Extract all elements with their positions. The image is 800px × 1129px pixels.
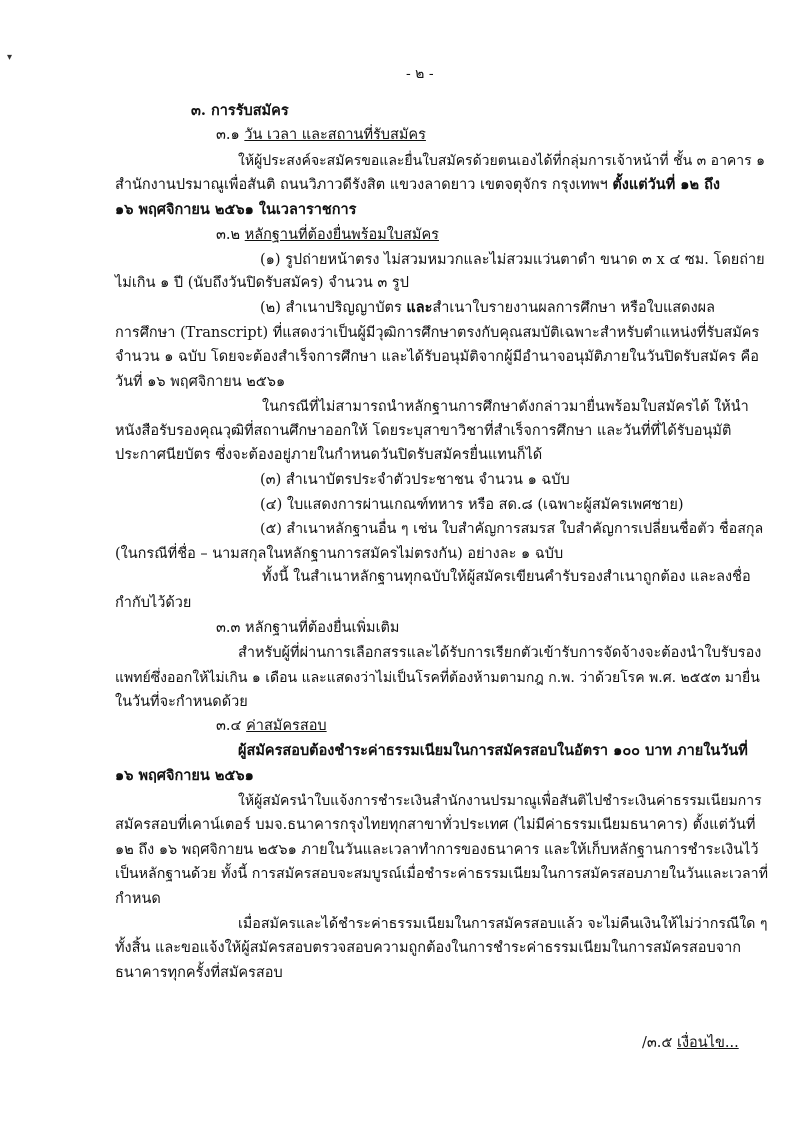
section-3-1-title: วัน เวลา และสถานที่รับสมัคร bbox=[244, 127, 426, 143]
section-3-3-line-2: แพทย์ซึ่งออกให้ไม่เกิน ๑ เดือน และแสดงว่าไม่เป็นโรคที่ต้องห้ามตามกฎ ก.พ. ว่าด้วยโรค พ.ศ. ๒๕๕๓ มายื่น bbox=[115, 670, 760, 686]
section-3-1-line-2 bbox=[115, 175, 720, 195]
section-3-1-number: ๓.๑ bbox=[216, 127, 245, 143]
section-3-1-date-start: ตั้งแต่วันที่ ๑๒ ถึง bbox=[612, 176, 720, 193]
fee-notice-line-2: ๑๖ พฤศจิกายน ๒๕๖๑ bbox=[115, 767, 254, 784]
item-2-line-3: จำนวน ๑ ฉบับ โดยจะต้องสำเร็จการศึกษา และได้รับอนุมัติจากผู้มีอำนาจอนุมัติภายในวันปิดรับสมัคร คือ bbox=[115, 349, 759, 365]
section-3-2-title: หลักฐานที่ต้องยื่นพร้อมใบสมัคร bbox=[244, 227, 439, 243]
item-2-line-2: การศึกษา (Transcript) ที่แสดงว่าเป็นผู้มีวุฒิการศึกษาตรงกับคุณสมบัติเฉพาะสำหรับตำแหน่งที่รับสมัคร bbox=[115, 325, 760, 341]
item-4: (๔) ใบแสดงการผ่านเกณฑ์ทหาร หรือ สด.๘ (เฉพาะผู้สมัครเพศชาย) bbox=[260, 497, 684, 513]
item-2-text-a: (๒) สำเนาปริญญาบัตร bbox=[260, 300, 407, 316]
certify-note-line-2: กำกับไว้ด้วย bbox=[115, 595, 192, 611]
section-3-1-line-1: ให้ผู้ประสงค์จะสมัครขอและยื่นใบสมัครด้วยตนเองได้ที่กลุ่มการเจ้าหน้าที่ ชั้น ๓ อาคาร ๑ bbox=[238, 153, 766, 169]
item-1-line-1: (๑) รูปถ่ายหน้าตรง ไม่สวมหมวกและไม่สวมแว่นตาดำ ขนาด ๓ x ๔ ซม. โดยถ่าย bbox=[260, 252, 765, 268]
section-3-title: ๓. การรับสมัคร bbox=[191, 102, 289, 119]
section-3-1-line-3: ๑๖ พฤศจิกายน ๒๕๖๑ ในเวลาราชการ bbox=[115, 201, 357, 218]
transcript-note-line-2: หนังสือรับรองคุณวุฒิที่สถานศึกษาออกให้ โดยระบุสาขาวิชาที่สำเร็จการศึกษา และวันที่ที่ได้รับอนุมัติ bbox=[115, 423, 732, 439]
item-3: (๓) สำเนาบัตรประจำตัวประชาชน จำนวน ๑ ฉบับ bbox=[260, 472, 570, 488]
payment-line-3: ๑๒ ถึง ๑๖ พฤศจิกายน ๒๕๖๑ ภายในวันและเวลาทำการของธนาคาร และให้เก็บหลักฐานการชำระเงินไว้ bbox=[115, 842, 759, 858]
section-3-1-heading bbox=[216, 125, 426, 145]
fee-notice-line-1: ผู้สมัครสอบต้องชำระค่าธรรมเนียมในการสมัครสอบในอัตรา ๑๐๐ บาท ภายในวันที่ bbox=[238, 742, 748, 759]
section-3-4-title: ค่าสมัครสอบ bbox=[246, 718, 327, 734]
item-2-text-b: สำเนาใบรายงานผลการศึกษา หรือใบแสดงผล bbox=[432, 300, 716, 316]
section-3-2-heading bbox=[216, 225, 439, 245]
transcript-note-line-3: ประกาศนียบัตร ซึ่งจะต้องอยู่ภายในกำหนดวันปิดรับสมัครยื่นแทนก็ได้ bbox=[115, 447, 543, 463]
refund-line-3: ธนาคารทุกครั้งที่สมัครสอบ bbox=[115, 965, 283, 981]
transcript-note-line-1: ในกรณีที่ไม่สามารถนำหลักฐานการศึกษาดังกล่าวมายื่นพร้อมใบสมัครได้ ให้นำ bbox=[262, 399, 749, 415]
refund-line-1: เมื่อสมัครและได้ชำระค่าธรรมเนียมในการสมัครสอบแล้ว จะไม่คืนเงินให้ไม่ว่ากรณีใด ๆ bbox=[238, 916, 768, 932]
payment-line-1: ให้ผู้สมัครนำใบแจ้งการชำระเงินสำนักงานปรมาณูเพื่อสันติไปชำระเงินค่าธรรมเนียมการ bbox=[238, 793, 762, 809]
item-1-line-2: ไม่เกิน ๑ ปี (นับถึงวันปิดรับสมัคร) จำนวน ๓ รูป bbox=[115, 275, 409, 291]
section-3-1-line-2-text: สำนักงานปรมาณูเพื่อสันติ ถนนวิภาวดีรังสิต แขวงลาดยาว เขตจตุจักร กรุงเทพฯ bbox=[115, 177, 613, 193]
section-3-3-line-1: สำหรับผู้ที่ผ่านการเลือกสรรและได้รับการเรียกตัวเข้ารับการจัดจ้างจะต้องนำใบรับรอง bbox=[238, 645, 762, 661]
payment-line-2: สมัครสอบที่เคาน์เตอร์ บมจ.ธนาคารกรุงไทยทุกสาขาทั่วประเทศ (ไม่มีค่าธรรมเนียมธนาคาร) ตั้งแต่วันที่ bbox=[115, 817, 756, 833]
item-2-line-4: วันที่ ๑๖ พฤศจิกายน ๒๕๖๑ bbox=[115, 374, 286, 390]
section-3-4-number: ๓.๔ bbox=[216, 718, 247, 734]
item-5-line-2: (ในกรณีที่ชื่อ – นามสกุลในหลักฐานการสมัครไม่ตรงกัน) อย่างละ ๑ ฉบับ bbox=[115, 546, 564, 562]
certify-note-line-1: ทั้งนี้ ในสำเนาหลักฐานทุกฉบับให้ผู้สมัครเขียนคำรับรองสำเนาถูกต้อง และลงชื่อ bbox=[262, 569, 751, 585]
continuation-footer bbox=[642, 1033, 739, 1053]
refund-line-2: ทั้งสิ้น และขอแจ้งให้ผู้สมัครสอบตรวจสอบความถูกต้องในการชำระค่าธรรมเนียมในการสมัครสอบจาก bbox=[115, 940, 742, 956]
continuation-prefix: /๓.๕ bbox=[642, 1035, 677, 1051]
item-2-line-1 bbox=[260, 298, 715, 318]
section-3-3-line-3: ในวันที่จะกำหนดด้วย bbox=[115, 694, 248, 710]
continuation-link: เงื่อนไข... bbox=[677, 1035, 739, 1051]
item-5-line-1: (๕) สำเนาหลักฐานอื่น ๆ เช่น ใบสำคัญการสมรส ใบสำคัญการเปลี่ยนชื่อตัว ชื่อสกุล bbox=[260, 521, 764, 537]
payment-line-5: กำหนด bbox=[115, 891, 161, 907]
scan-mark: ▾ bbox=[7, 52, 13, 63]
page-number: - ๒ - bbox=[406, 66, 434, 82]
section-3-2-number: ๓.๒ bbox=[216, 227, 245, 243]
item-2-bold-and: และ bbox=[406, 299, 433, 316]
payment-line-4: เป็นหลักฐานด้วย ทั้งนี้ การสมัครสอบจะสมบูรณ์เมื่อชำระค่าธรรมเนียมในการสมัครสอบภายในวันและเวลาที่ bbox=[115, 866, 769, 882]
section-3-4-heading bbox=[216, 716, 327, 736]
section-3-3-heading: ๓.๓ หลักฐานที่ต้องยื่นเพิ่มเติม bbox=[216, 620, 400, 636]
